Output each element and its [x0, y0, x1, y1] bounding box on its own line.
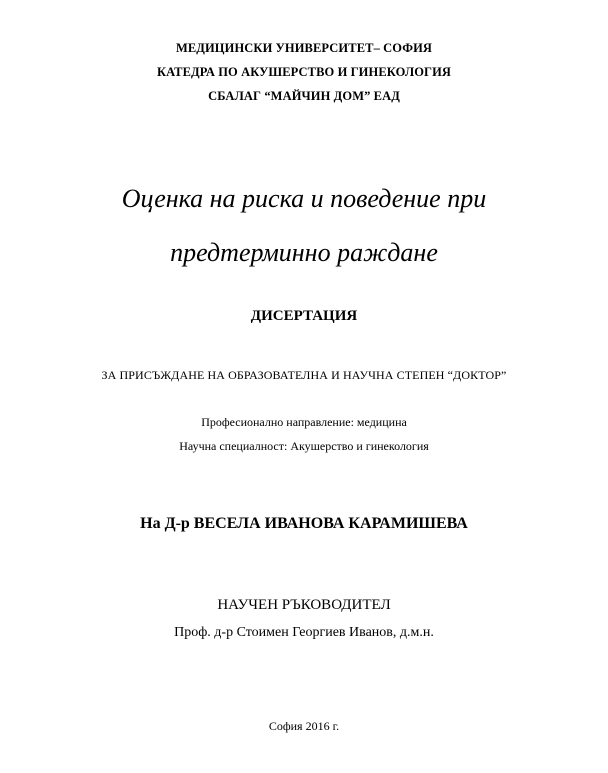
scientific-specialty: Научна специалност: Акушерство и гинекология [179, 439, 429, 453]
university-name: МЕДИЦИНСКИ УНИВЕРСИТЕТ– СОФИЯ [175, 41, 433, 55]
dissertation-title-line-1: Оценка на риска и поведение при [121, 184, 487, 213]
document-type: ДИСЕРТАЦИЯ [250, 308, 358, 324]
professional-direction: Професионално направление: медицина [201, 415, 407, 429]
author-name: На Д-р ВЕСЕЛА ИВАНОВА КАРАМИШЕВА [140, 515, 468, 532]
degree-purpose: ЗА ПРИСЪЖДАНЕ НА ОБРАЗОВАТЕЛНА И НАУЧНА СТЕПЕН “ДОКТОР” [101, 368, 507, 382]
supervisor-heading: НАУЧЕН РЪКОВОДИТЕЛ [217, 597, 391, 613]
place-and-year: София 2016 г. [268, 719, 340, 733]
department-name: КАТЕДРА ПО АКУШЕРСТВО И ГИНЕКОЛОГИЯ [156, 65, 452, 79]
dissertation-title-line-2: предтерминно раждане [170, 238, 438, 267]
supervisor-name: Проф. д-р Стоимен Георгиев Иванов, д.м.н. [174, 625, 434, 640]
hospital-name: СБАЛАГ “МАЙЧИН ДОМ” ЕАД [208, 89, 400, 103]
